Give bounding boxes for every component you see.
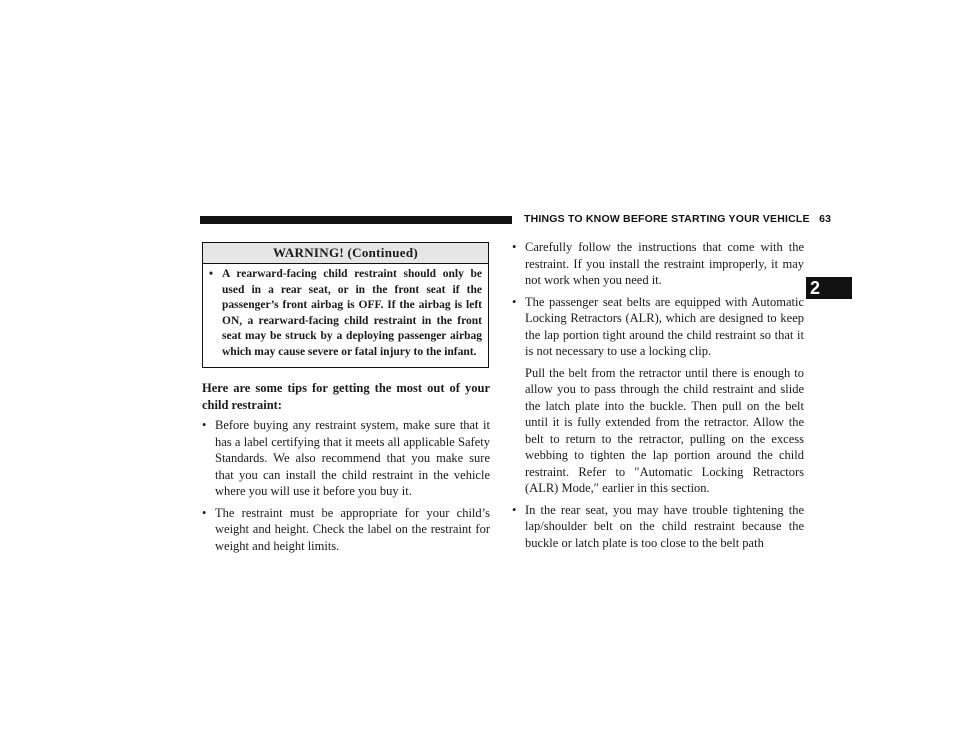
bullet-icon: •: [209, 268, 214, 280]
list-item-text: Before buying any restraint system, make sure that it has a label certifying that it meets all applicable Safety Standards. We also recommend that you make sure that you can install the child restraint in the vehicle where you will use it before you buy it.: [215, 418, 490, 498]
bullet-icon: •: [512, 240, 517, 254]
header-rule: [200, 216, 512, 224]
bullet-icon: •: [512, 502, 517, 517]
bullet-icon: •: [202, 418, 207, 432]
warning-title: WARNING! (Continued): [203, 243, 488, 264]
tips-intro: Here are some tips for getting the most out of your child restraint:: [202, 381, 490, 412]
list-item: [202, 505, 490, 555]
list-item: [202, 417, 490, 500]
bullet-icon: •: [512, 294, 517, 309]
warning-box: [202, 242, 489, 368]
chapter-tab: 2: [806, 277, 852, 299]
running-header: [524, 213, 831, 225]
list-item: [512, 502, 804, 552]
paragraph: Pull the belt from the retractor until there is enough to allow you to pass through the child restraint and slide the latch plate into the buckle. Then pull on the belt until it is fully extended from the retractor. Allow the belt to return to the retractor, pulling on the excess webbing to tighten the lap portion around the child restraint. Refer to ″Automatic Locking Retractors (ALR) Mode,″ earlier in this section.: [525, 365, 804, 495]
left-column: [202, 380, 490, 559]
warning-item: [203, 264, 488, 360]
header-title: THINGS TO KNOW BEFORE STARTING YOUR VEHICLE: [524, 213, 810, 225]
list-item: [512, 239, 804, 289]
list-item-text: In the rear seat, you may have trouble tightening the lap/shoulder belt on the child restraint because the buckle or latch plate is too close to the belt path: [525, 502, 804, 550]
page-number: 63: [819, 213, 832, 225]
warning-text: A rearward-facing child restraint should only be used in a rear seat, or in the front seat if the passenger’s front airbag is OFF. If the airbag is left ON, a rearward-facing child restraint in the front seat may be struck by a deploying passenger airbag which may cause severe or fatal injury to the infant.: [222, 268, 482, 358]
list-item-text: The passenger seat belts are equipped with Automatic Locking Retractors (ALR), which are designed to keep the lap portion tight around the child restraint so that it is not necessary to use a locking clip.: [525, 294, 804, 358]
list-item: [512, 294, 804, 360]
right-column: [512, 239, 804, 556]
list-item-text: The restraint must be appropriate for your child’s weight and height. Check the label on the restraint for weight and height limits.: [215, 505, 490, 553]
bullet-icon: •: [202, 505, 207, 520]
list-item-text: Carefully follow the instructions that come with the restraint. If you install the restraint improperly, it may not work when you need it.: [525, 240, 804, 287]
